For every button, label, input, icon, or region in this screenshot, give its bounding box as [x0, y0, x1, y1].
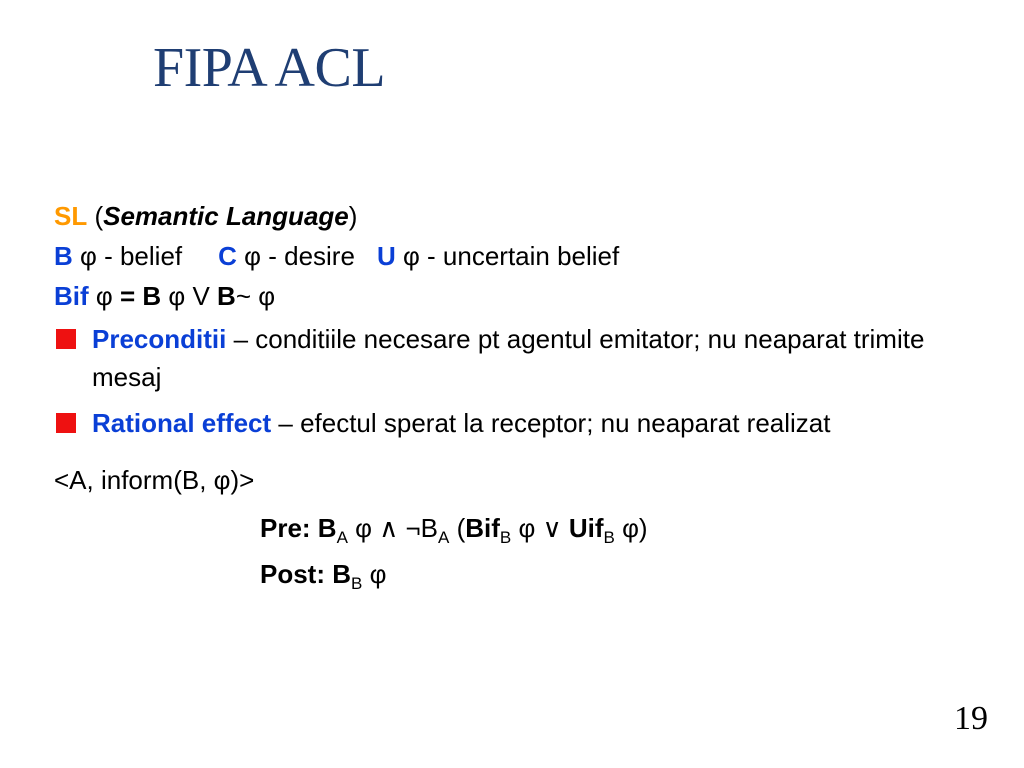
pre-sub-a2: A	[438, 528, 450, 547]
pre-or: φ ∨	[511, 513, 569, 543]
bif-phi: φ	[88, 281, 120, 311]
square-bullet-icon	[56, 413, 76, 433]
bif-equals-b: = B	[119, 281, 162, 311]
post-sub-b: B	[351, 574, 363, 593]
bullet-rational-effect	[54, 404, 984, 442]
bif-b: B	[217, 281, 236, 311]
bif-or: φ V	[161, 281, 218, 311]
page-number: 19	[954, 700, 988, 737]
inform-line: <A, inform(B, φ)>	[54, 465, 255, 495]
sl-semantic-language: Semantic Language	[103, 201, 349, 231]
bif-keyword: Bif	[54, 281, 89, 311]
slide-title: FIPA ACL	[153, 37, 386, 99]
sl-line	[54, 196, 984, 236]
sl-close-paren: )	[348, 201, 358, 231]
square-bullet-icon	[56, 329, 76, 349]
modal-line	[54, 236, 984, 276]
post-end: φ	[362, 559, 387, 589]
sl-open-paren: (	[87, 201, 104, 231]
bullet-preconditii	[54, 320, 984, 396]
bif-not-phi: ~ φ	[235, 281, 276, 311]
modal-u: U	[376, 241, 396, 271]
pre-condition-line	[54, 508, 984, 548]
post-condition-line	[54, 554, 984, 594]
slide-body	[54, 196, 984, 594]
pre-sub-a1: A	[336, 528, 348, 547]
pre-label: Pre: B	[260, 513, 337, 543]
sl-abbrev: SL	[54, 201, 88, 231]
post-label: Post: B	[260, 559, 351, 589]
bullet-text: – efectul sperat la receptor; nu neaparat realizat	[271, 408, 831, 438]
pre-bif: Bif	[465, 513, 500, 543]
modal-c-text: φ - desire	[236, 241, 355, 271]
bullet-term: Rational effect	[92, 408, 272, 438]
bif-line	[54, 276, 984, 316]
pre-open-paren: (	[449, 513, 466, 543]
bullet-text: – conditiile necesare pt agentul emitator; nu neaparat trimite mesaj	[92, 324, 925, 392]
pre-end: φ)	[614, 513, 648, 543]
pre-sub-b2: B	[603, 528, 615, 547]
modal-u-text: φ - uncertain belief	[395, 241, 620, 271]
bullet-term: Preconditii	[92, 324, 227, 354]
pre-sub-b1: B	[499, 528, 512, 547]
modal-b: B	[54, 241, 73, 271]
pre-and-not: φ ∧ ¬B	[347, 513, 439, 543]
modal-b-text: φ - belief	[72, 241, 183, 271]
modal-c: C	[218, 241, 237, 271]
pre-uif: Uif	[568, 513, 604, 543]
